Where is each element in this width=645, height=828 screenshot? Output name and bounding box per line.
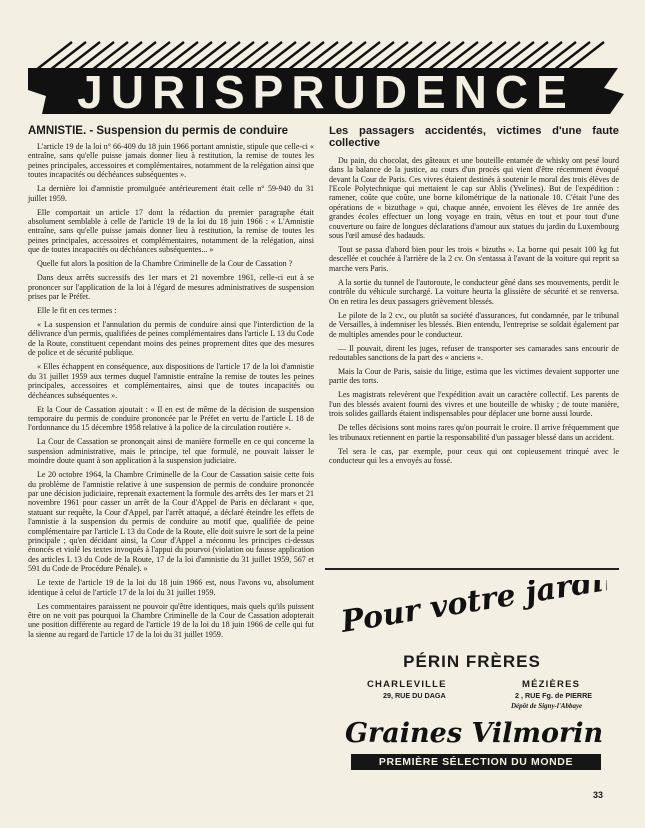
article-paragraph: Du pain, du chocolat, des gâteaux et une bouteille entamée de whisky ont pesé lourd dans la balance de la justice, au cours d'un procès qui vient d'être récemment évoqué devant la Cour de Paris. Ces vivres étaient destinés à soutenir le moral des trois élèves de l'Ecole Polytechnique qui mettaient le cap sur Ablis (Yvelines). But de l'expédition : ramener, coûte que coûte, une borne kilométrique de la nationale 10. C'était l'une des opérations de « bizuthage » qui, chaque année, envoient les élèves de 1re année des grandes écoles effectuer un long voyage en train, vêtus en tout et pour tout d'une couverture ou faire de longues déclarations d'amour aux statues du jardin du Luxembourg sous l'œil amusé des badauds. [329, 155, 619, 241]
jurisprudence-banner [28, 40, 624, 116]
amnistie-subtitle: . - Suspension du permis de conduire [82, 125, 289, 137]
article-paragraph: La dernière loi d'amnistie promulguée antérieurement était celle n° 59-940 du 31 juillet 1959. [28, 184, 314, 203]
page-number: 33 [593, 790, 604, 800]
article-paragraph: Les commentaires paraissent ne pouvoir qu'être identiques, mais quels qu'ils puissent être on ne voit pas pourquoi la Chambre Criminelle de la Cour de Cassation adopterait une position différente au regard de l'article 19 de la loi du 18 juin 1966 de celle qui fut la sienne au regard de l'article 17 de la loi du 31 juillet 1959. [28, 601, 314, 639]
article-paragraph: Tout se passa d'abord bien pour les trois « bizuths ». La borne qui pesait 100 kg fut descellée et couchée à l'arrière de la 2 cv. On s'entassa à l'avant de la voiture qui reprit sa marche vers Paris. [329, 245, 619, 273]
ad-slogan: PREMIÈRE SÉLECTION DU MONDE [351, 754, 601, 770]
article-paragraph: A la sortie du tunnel de l'autoroute, le conducteur gêné dans ses mouvements, perdit le contrôle du véhicule surchargé. La voiture heurta la glissière de sécurité et se renversa. On en retira les deux passagers grièvement blessés. [329, 277, 619, 306]
article-paragraph: Le texte de l'article 19 de la loi du 18 juin 1966 est, nous l'avons vu, absolument identique à celui de l'article 17 de la loi du 31 juillet 1959. [28, 578, 314, 597]
ad-address-right: 2 , RUE Fg. de PIERRE [515, 691, 593, 700]
vilmorin-advertisement [325, 568, 619, 775]
ad-depot: Dépôt de Signy-l'Abbaye [511, 702, 583, 710]
ad-top-rule [325, 568, 619, 570]
ad-address-left: 29, RUE DU DAGA [383, 691, 446, 700]
ad-tagline-text: Pour votre jardin [338, 580, 607, 640]
article-paragraph: L'article 19 de la loi n° 66-409 du 18 juin 1966 portant amnistie, stipule que celle-ci « entraîne, sans qu'elle puisse jamais donner lieu à restitution, la remise de toutes les peines principales, accessoires et complémentaires, notamment de la relégation ainsi que toutes incapacités ou déchéances subséquentes ». [28, 142, 314, 180]
ad-city-right: MÉZIÈRES [522, 679, 581, 690]
article-paragraph: « La suspension et l'annulation du permis de conduire ainsi que l'interdiction de la délivrance d'un permis, qualifiées de peines complémentaires dans l'article L 13 du Code de la Route, constituent cependant moins des peines proprement dites que des mesures de police et de sécurité publique. [28, 320, 314, 358]
ad-city-left: CHARLEVILLE [367, 679, 447, 690]
left-column [28, 125, 314, 644]
article-paragraph: Le pilote de la 2 cv., ou plutôt sa société d'assurances, fut condamnée, par le tribunal de Versailles, à indemniser les blessés. Bien entendu, l'entreprise se soldait également par de multiples amendes pour le conducteur. [329, 310, 619, 339]
ad-brand-text: Graines Vilmorin [345, 718, 604, 749]
amnistie-keyword: AMNISTIE [28, 125, 83, 137]
article-paragraph: — Il pouvait, dirent les juges, refuser de transporter ses camarades sans encourir de redoutables sanctions de la part des « anciens ». [329, 343, 619, 362]
article-paragraph: Elle comportait un article 17 dont la rédaction du premier paragraphe était absolument semblable à celle de l'article 19 de la loi du 18 juin 1966 : « L'Amnistie entraîne, sans qu'elle puisse jamais donner lieu à restitution, la remise de toutes les peines principales, accessoires et complémentaires, notamment de la relégation, ainsi que de toutes incapacités ou déchéances subséquentes... » [28, 207, 314, 255]
article-paragraph: La Cour de Cassation se prononçait ainsi de manière formelle en ce qui concerne la suspension administrative, mais le principe, tel que formulé, ne pouvait laisser le moindre doute quant à son application à la suspension judiciaire. [28, 437, 314, 466]
article-paragraph: Le 20 octobre 1964, la Chambre Criminelle de la Cour de Cassation saisie cette fois du problème de l'amnistie relative à une suspension de permis de conduire prononcée par une décision judiciaire, reprenait exactement la formule des arrêts des 1er mars et 21 novembre 1961 pour casser un arrêt de la Cour d'Appel de Paris en déclarant « que, statuant sur requête, la Cour d'Appel, par l'arrêt attaqué, a déclaré éteindre les effets de l'amnistie à la suspension du permis de conduire au motif que, qualifiée de peine complémentaire par l'article L 13 du Code de la Route, elle doit suivre le sort de la peine principale ; qu'en décidant ainsi, la Cour d'Appel a méconnu les principes ci-dessus énoncés et violé les textes invoqués à l'appui du pourvoi (violation ou fausse application des articles L 13 du Code de la Route, 17 de la loi d'amnistie du 31 juillet 1959, 567 et 591 du Code de Procédure Pénale). » [28, 470, 314, 574]
article-paragraph: Dans deux arrêts successifs des 1er mars et 21 novembre 1961, celle-ci eut à se prononcer sur l'application de la loi à l'égard de mesures administratives de suspension prises par le Préfet. [28, 273, 314, 302]
ad-tagline [337, 580, 607, 640]
article-paragraph: « Elles échappent en conséquence, aux dispositions de l'article 17 de la loi d'amnistie du 31 juillet 1959 aux termes duquel l'amnistie entraîne la remise de toutes les peines principales, accessoires et complémentaires, ainsi que de toutes incapacités ou déchéances subséquentes ». [28, 362, 314, 400]
passagers-heading: Les passagers accidentés, victimes d'une faute collective [329, 125, 619, 150]
article-paragraph: Tel sera le cas, par exemple, pour ceux qui ont copieusement trinqué avec le conducteur qui les a envoyés au fossé. [329, 446, 619, 465]
ad-company: PÉRIN FRÈRES [403, 652, 541, 671]
article-paragraph: Mais la Cour de Paris, saisie du litige, estima que les victimes devaient supporter une partie des torts. [329, 366, 619, 386]
article-paragraph: Quelle fut alors la position de la Chambre Criminelle de la Cour de Cassation ? [37, 259, 293, 269]
article-paragraph: Et la Cour de Cassation ajoutait : « Il en est de même de la décision de suspension temporaire du permis de conduire prononcée par le Préfet en vertu de l'article L 18 de l'ordonnance du 15 décembre 1958 relative à la police de la circulation routière ». [28, 404, 314, 433]
right-column [329, 125, 619, 470]
banner-title: JURISPRUDENCE [77, 66, 575, 116]
ad-brand-logo [339, 711, 609, 751]
article-paragraph: Les magistrats relevèrent que l'expédition avait un caractère collectif. Les parents de l'un des blessés avaient fourni des vivres et une bouteille de whisky ; de toute manière, trois solides gaillards étaient indispensables pour déplacer une borne aussi lourde. [329, 390, 619, 419]
article-paragraph: Elle le fit en ces termes : [37, 306, 117, 316]
amnistie-heading [28, 125, 314, 138]
article-paragraph: De telles décisions sont moins rares qu'on pourrait le croire. Il arrive fréquemment que les tribunaux retiennent en partie la responsabilité d'un passager blessé dans un accident. [329, 423, 619, 442]
